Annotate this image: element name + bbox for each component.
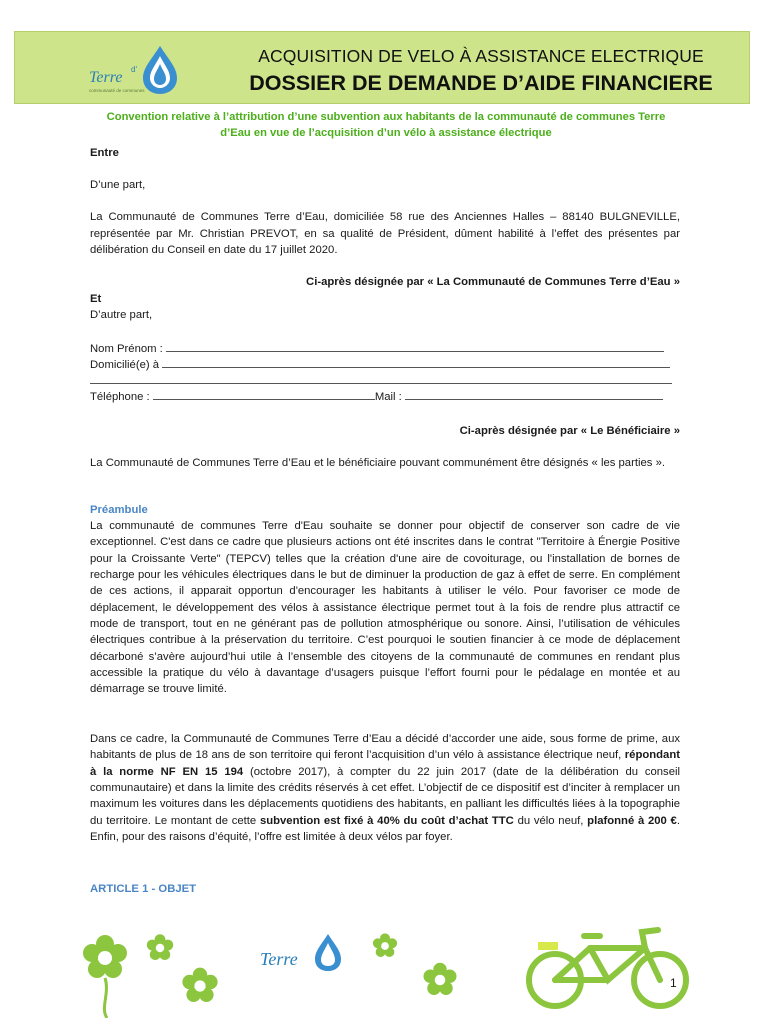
- header-title-line2: DOSSIER DE DEMANDE D’AIDE FINANCIERE: [249, 71, 713, 95]
- nom-prenom-row: [90, 341, 680, 357]
- parties-paragraph: La Communauté de Communes Terre d’Eau et le bénéficiaire pouvant communément être désignés « les parties ».: [90, 457, 665, 469]
- flower-icon: [182, 968, 217, 1002]
- preambule-paragraph-2: Dans ce cadre, la Communauté de Communes Terre d’Eau a décidé d’accorder une aide, sous forme de prime, aux habitants de plus de 18 ans de son territoire qui feront l’acquisition d’un vélo à assistance électrique neuf, répondant à la norme NF EN 15 194 (octobre 2017), à compter du 22 juin 2017 (date de la délibération du conseil communautaire) et dans la limite des crédits réservés à cet effet. L’objectif de ce dispositif est d’inciter à remplacer un maximum les voitures dans les déplacements quotidiens des habitants, en palliant les difficultés liées à la topographie du territoire. Le montant de cette subvention est fixé à 40% du coût d’achat TTC du vélo neuf, plafonné à 200 €. Enfin, pour des raisons d’équité, l’offre est limitée à deux vélos par foyer.: [90, 733, 680, 844]
- article-1-heading: ARTICLE 1 - OBJET: [90, 883, 197, 895]
- domicile-row: [90, 357, 680, 373]
- header-banner: [14, 31, 750, 104]
- telephone-mail-row: [90, 389, 680, 405]
- telephone-label: Téléphone :: [90, 391, 153, 403]
- flower-icon: [373, 933, 397, 957]
- flower-icon: [424, 963, 457, 995]
- designee-beneficiaire: Ci-après désignée par « Le Bénéficiaire »: [459, 425, 680, 437]
- telephone-field[interactable]: [153, 389, 375, 400]
- mail-field[interactable]: [405, 389, 663, 400]
- designee-communaute: Ci-après désignée par « La Communauté de Communes Terre d’Eau »: [306, 276, 680, 288]
- dautre-part: D’autre part,: [90, 309, 153, 321]
- domicile-row-2: [90, 373, 680, 389]
- svg-text:communauté de communes: communauté de communes: [89, 88, 145, 93]
- footer-illustration: [60, 918, 710, 1018]
- preambule-heading: Préambule: [90, 504, 148, 516]
- domicile-field-2[interactable]: [90, 373, 672, 384]
- svg-text:Terre: Terre: [89, 69, 123, 86]
- domicile-field[interactable]: [162, 357, 670, 368]
- preambule-paragraph-1: La communauté de communes Terre d'Eau souhaite se donner pour objectif de conserver son cadre de vie exceptionnel. C'est dans ce cadre que plusieurs actions ont été inscrites dans le contrat "Territoire à Énergie Positive pour la Croissante Verte" (TEPCV) telles que la création d'une aire de covoiturage, ou l'installation de bornes de recharge pour les véhicules électriques dans le but de diminuer la production de gaz à effet de serre. En complément de ces actions, il apparait opportun d'encourager les habitants à utiliser le vélo. Pour favoriser ce mode de déplacement, le développement des vélos à assistance électrique permet tout à la fois de rendre plus attractif ce mode de transport, tout en ne générant pas de pollution atmosphérique ou sonore. Ainsi, l’utilisation de véhicules électriques contribue à la préservation du territoire. C’est pourquoi le soutien financier à ce mode de déplacement décarboné s’avère aujourd’hui utile à l’ensemble des citoyens de la communauté de communes en rendant plus accessible la pratique du vélo à davantage d’usagers puisque l’effort fourni pour le pédalage en montée et au démarrage se trouve limité.: [90, 520, 680, 696]
- page-number: 1: [670, 976, 677, 990]
- communaute-paragraph: La Communauté de Communes Terre d’Eau, domiciliée 58 rue des Anciennes Halles – 88140 BULGNEVILLE, représentée par Mr. Christian PREVOT, en sa qualité de Président, dûment habilité à l’effet des présentes par délibération du Conseil en date du 17 juillet 2020.: [90, 211, 680, 257]
- flower-icon: [83, 935, 127, 1018]
- dune-part: D’une part,: [90, 179, 146, 191]
- header-title-line1: ACQUISITION DE VELO À ASSISTANCE ELECTRIQUE: [258, 46, 704, 66]
- et-label: Et: [90, 293, 102, 305]
- flower-icon: [147, 934, 173, 960]
- mail-label: Mail :: [374, 391, 405, 403]
- svg-text:Terre: Terre: [260, 949, 298, 969]
- footer-logo: [260, 934, 341, 971]
- bicycle-icon: [529, 930, 686, 1006]
- entre-label: Entre: [90, 147, 119, 159]
- nom-prenom-field[interactable]: [166, 341, 664, 352]
- nom-prenom-label: Nom Prénom :: [90, 343, 166, 355]
- domicile-label: Domicilié(e) à: [90, 359, 163, 371]
- svg-text:d': d': [131, 65, 137, 74]
- convention-subtitle: Convention relative à l’attribution d’une subvention aux habitants de la communauté de communes Terre d’Eau en vue de l’acquisition d’un vélo à assistance électrique: [106, 111, 666, 139]
- terre-deau-logo: [85, 42, 185, 102]
